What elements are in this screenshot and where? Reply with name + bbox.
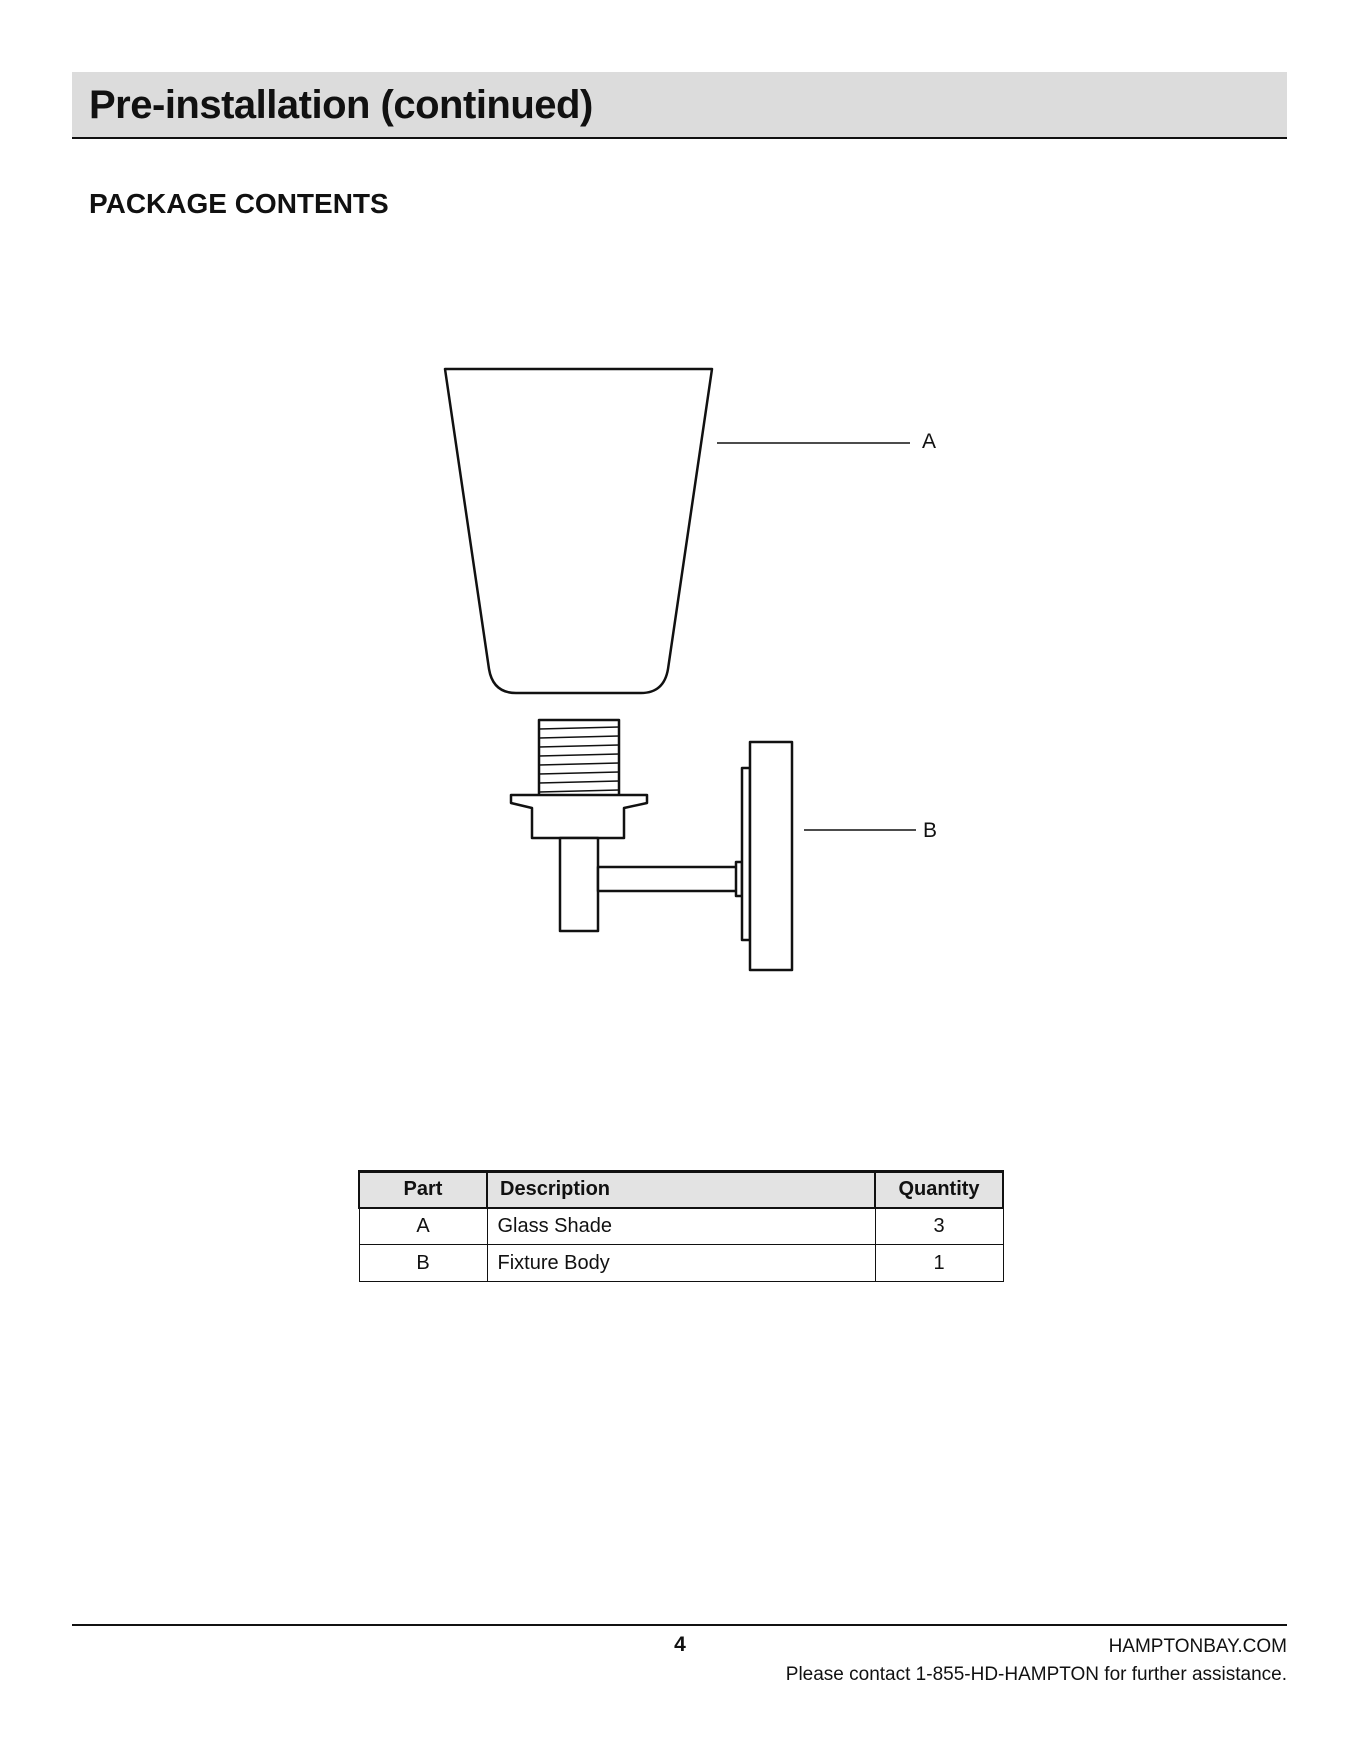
section-title: PACKAGE CONTENTS: [89, 188, 389, 219]
table-cell-quantity: 3: [875, 1208, 1003, 1245]
table-header-row: [359, 1172, 1003, 1208]
column-header-part: Part: [359, 1172, 487, 1208]
footer-contact-text: Please contact 1-855-HD-HAMPTON for further assistance.: [785, 1664, 1287, 1685]
table-cell-quantity: 1: [875, 1245, 1003, 1282]
table-cell-part: A: [359, 1208, 487, 1245]
table-cell-part: B: [359, 1245, 487, 1282]
page-number: 4: [674, 1633, 686, 1656]
callout-label-a: A: [922, 430, 937, 453]
parts-table: [358, 1170, 1004, 1282]
footer-website-link[interactable]: HAMPTONBAY.COM: [1108, 1636, 1287, 1657]
column-header-description: Description: [487, 1172, 875, 1208]
page-title: Pre-installation (continued): [89, 83, 593, 127]
table-cell-description: Glass Shade: [487, 1208, 875, 1245]
table-row: [359, 1208, 1003, 1245]
table-row: [359, 1245, 1003, 1282]
table-cell-description: Fixture Body: [487, 1245, 875, 1282]
callout-label-b: B: [923, 819, 938, 842]
column-header-quantity: Quantity: [875, 1172, 1003, 1208]
glass-shade-illustration: [445, 369, 712, 693]
footer-divider: [72, 1624, 1287, 1626]
fixture-body-illustration: [511, 720, 792, 970]
